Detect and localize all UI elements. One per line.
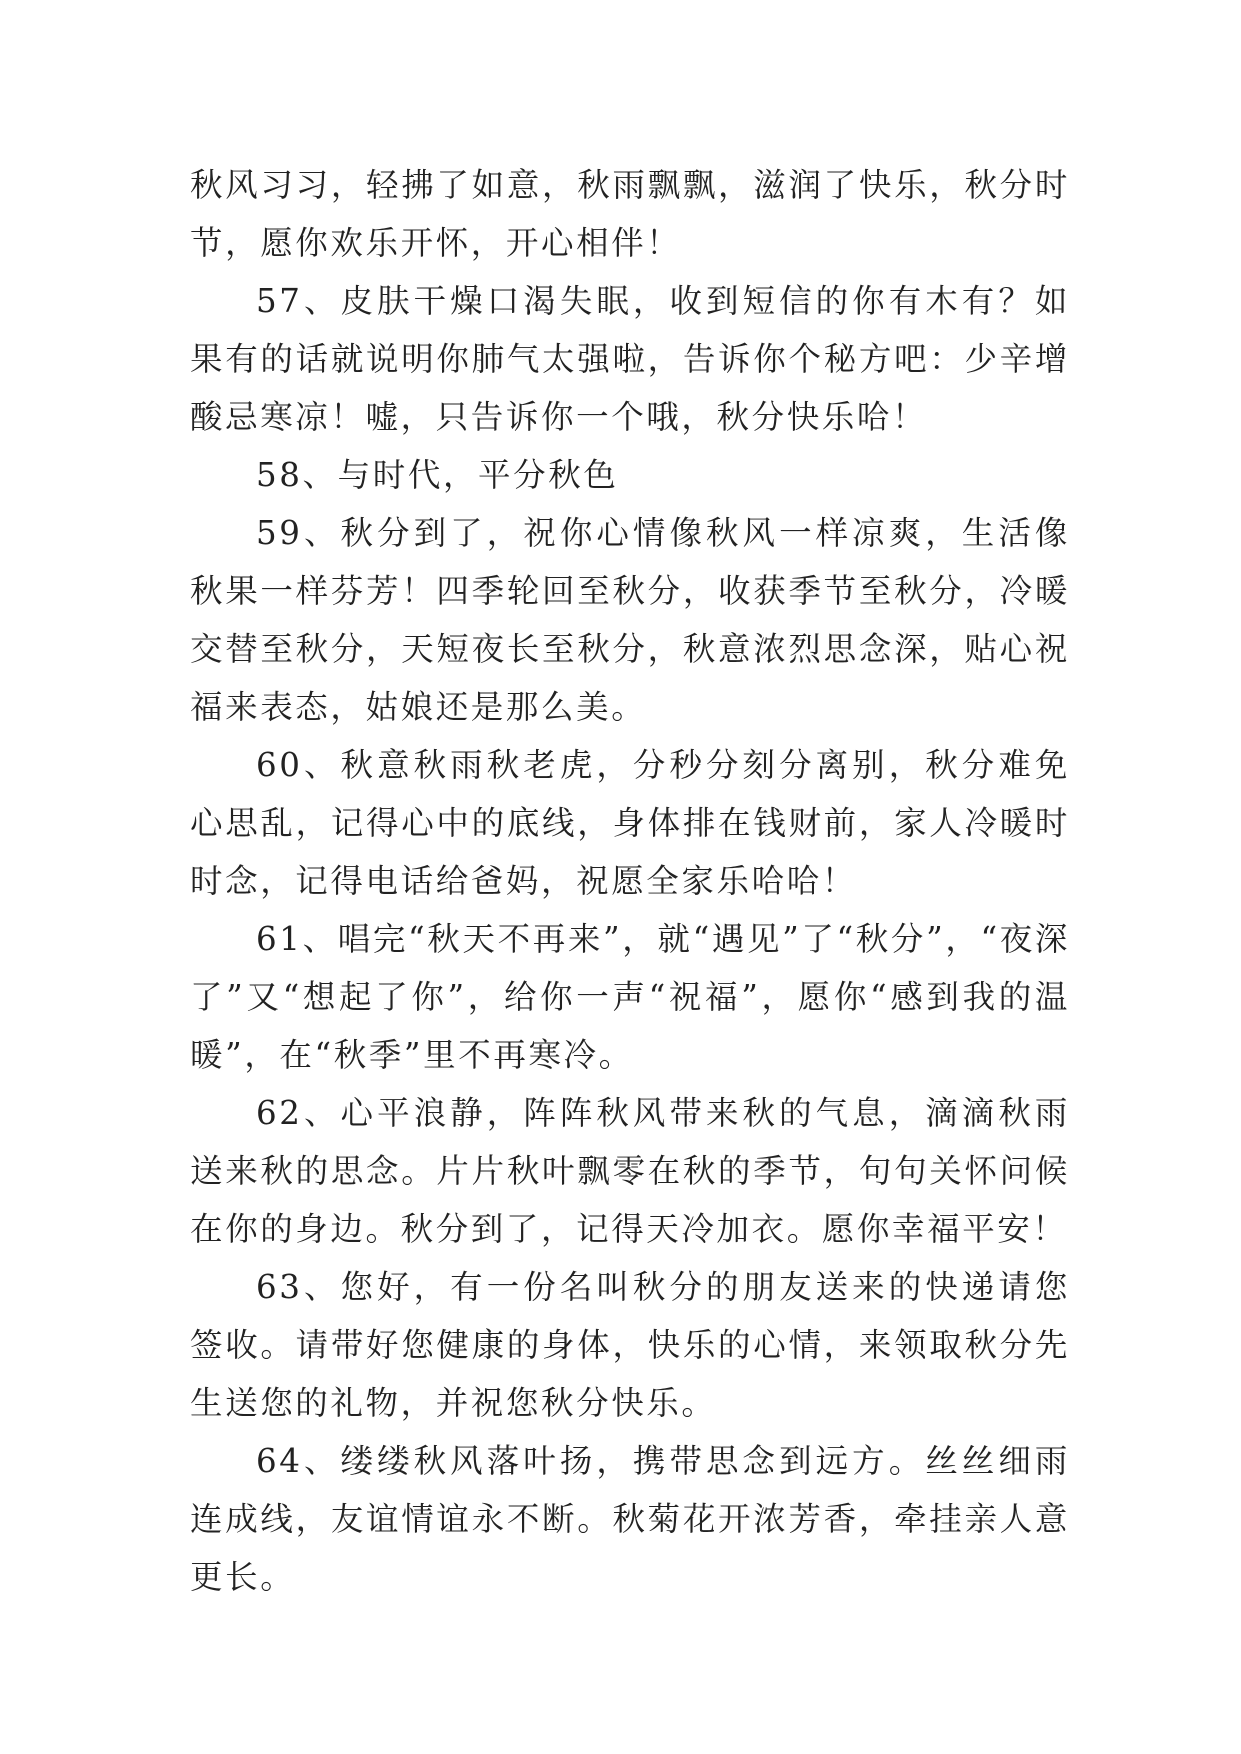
paragraph-59: 59、秋分到了，祝你心情像秋风一样凉爽，生活像秋果一样芬芳！四季轮回至秋分，收获季节至秋分，冷暖交替至秋分，天短夜长至秋分，秋意浓烈思念深，贴心祝福来表态，姑娘还是那么美。 — [190, 514, 1070, 726]
paragraph-63: 63、您好，有一份名叫秋分的朋友送来的快递请您签收。请带好您健康的身体，快乐的心情，来领取秋分先生送您的礼物，并祝您秋分快乐。 — [190, 1268, 1070, 1422]
paragraph-60: 60、秋意秋雨秋老虎，分秒分刻分离别，秋分难免心思乱，记得心中的底线，身体排在钱财前，家人冷暖时时念，记得电话给爸妈，祝愿全家乐哈哈！ — [190, 746, 1070, 900]
paragraph-57: 57、皮肤干燥口渴失眠，收到短信的你有木有？如果有的话就说明你肺气太强啦，告诉你个秘方吧：少辛增酸忌寒凉！嘘，只告诉你一个哦，秋分快乐哈！ — [190, 282, 1070, 436]
paragraph-62: 62、心平浪静，阵阵秋风带来秋的气息，滴滴秋雨送来秋的思念。片片秋叶飘零在秋的季节，句句关怀问候在你的身边。秋分到了，记得天冷加衣。愿你幸福平安！ — [190, 1094, 1070, 1248]
document-body — [190, 156, 1070, 1606]
paragraph-58: 58、与时代，平分秋色 — [256, 456, 619, 494]
paragraph-continuation: 秋风习习，轻拂了如意，秋雨飘飘，滋润了快乐，秋分时节，愿你欢乐开怀，开心相伴！ — [190, 166, 1070, 262]
paragraph-61: 61、唱完“秋天不再来”，就“遇见”了“秋分”，“夜深了”又“想起了你”，给你一声“祝福”，愿你“感到我的温暖”，在“秋季”里不再寒冷。 — [190, 920, 1070, 1074]
paragraph-64: 64、缕缕秋风落叶扬，携带思念到远方。丝丝细雨连成线，友谊情谊永不断。秋菊花开浓芳香，牵挂亲人意更长。 — [190, 1442, 1070, 1596]
